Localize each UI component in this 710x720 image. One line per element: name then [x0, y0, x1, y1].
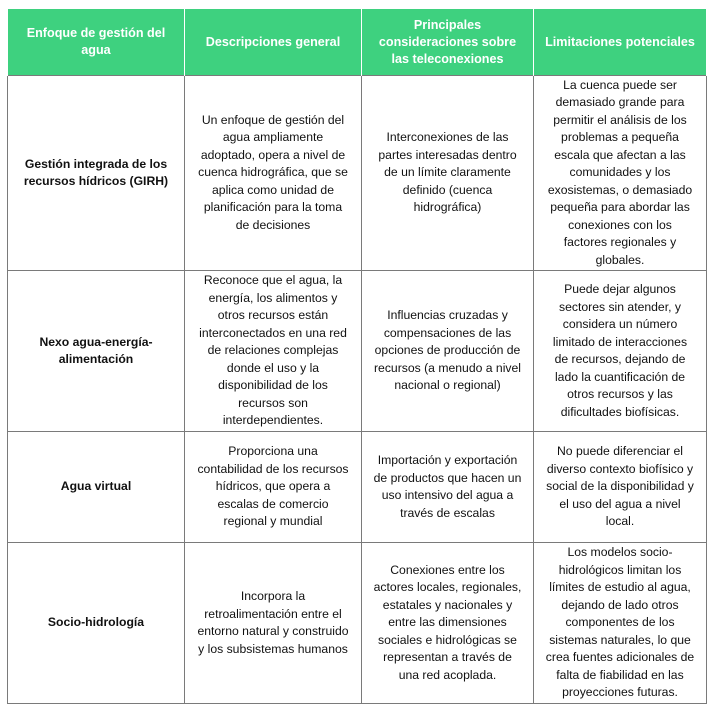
table-row — [8, 76, 707, 271]
table-header — [8, 9, 707, 76]
table-row — [8, 543, 707, 704]
description-cell: Un enfoque de gestión del agua ampliamente adoptado, opera a nivel de cuenca hidrográfica, que se aplica como unidad de planificación para la toma de decisiones — [185, 76, 362, 271]
approach-cell: Gestión integrada de los recursos hídricos (GIRH) — [8, 76, 185, 271]
approach-cell: Agua virtual — [8, 432, 185, 543]
description-cell: Proporciona una contabilidad de los recursos hídricos, que opera a escalas de comercio regional y mundial — [185, 432, 362, 543]
teleconnections-cell: Influencias cruzadas y compensaciones de las opciones de producción de recursos (a menudo a nivel nacional o regional) — [362, 271, 534, 432]
limitations-cell: La cuenca puede ser demasiado grande para permitir el análisis de los problemas a pequeña escala que afectan a las comunidades y los exosistemas, o demasiado pequeña para abordar las conexiones con los factores regionales y globales. — [534, 76, 707, 271]
approach-cell: Nexo agua-energía-alimentación — [8, 271, 185, 432]
table-row — [8, 271, 707, 432]
teleconnections-cell: Conexiones entre los actores locales, regionales, estatales y nacionales y entre las dimensiones sociales e hidrológicas se representan a través de una red acoplada. — [362, 543, 534, 704]
limitations-cell: Los modelos socio-hidrológicos limitan los límites de estudio al agua, dejando de lado otros componentes de los sistemas naturales, lo que crea fuentes adicionales de falta de fiabilidad en las proyecciones futuras. — [534, 543, 707, 704]
water-management-table — [7, 9, 707, 704]
table-body — [8, 76, 707, 704]
header-row — [8, 9, 707, 76]
teleconnections-cell: Interconexiones de las partes interesadas dentro de un límite claramente definido (cuenca hidrográfica) — [362, 76, 534, 271]
description-cell: Incorpora la retroalimentación entre el entorno natural y construido y los subsistemas humanos — [185, 543, 362, 704]
header-approach: Enfoque de gestión del agua — [8, 9, 185, 76]
description-cell: Reconoce que el agua, la energía, los alimentos y otros recursos están interconectados en una red de relaciones complejas donde el uso y la disponibilidad de los recursos son interdependientes. — [185, 271, 362, 432]
approach-cell: Socio-hidrología — [8, 543, 185, 704]
header-limitations: Limitaciones potenciales — [534, 9, 707, 76]
table-row — [8, 432, 707, 543]
table-container — [7, 9, 706, 704]
header-description: Descripciones general — [185, 9, 362, 76]
limitations-cell: No puede diferenciar el diverso contexto biofísico y social de la disponibilidad y el uso del agua a nivel local. — [534, 432, 707, 543]
teleconnections-cell: Importación y exportación de productos que hacen un uso intensivo del agua a través de escalas — [362, 432, 534, 543]
header-teleconnections: Principales consideraciones sobre las teleconexiones — [362, 9, 534, 76]
limitations-cell: Puede dejar algunos sectores sin atender, y considera un número limitado de interacciones de recursos, dejando de lado la cuantificación de otros recursos y las dificultades biofísicas. — [534, 271, 707, 432]
